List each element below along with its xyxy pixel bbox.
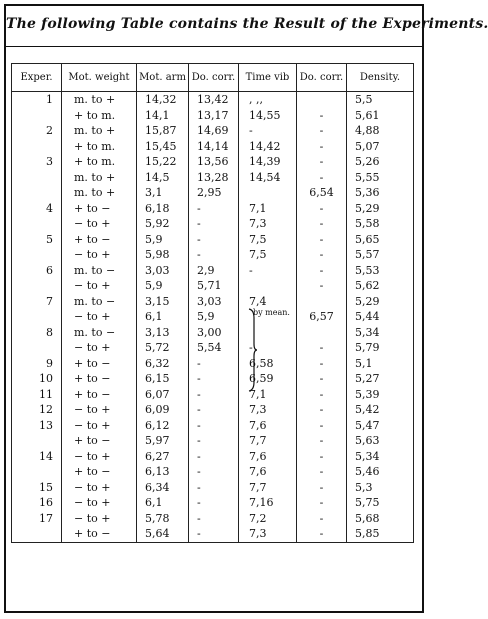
do-corr-cell: 5,71 (189, 278, 239, 294)
density-cell: 5,36 (347, 185, 414, 201)
do-corr-2-cell (297, 294, 347, 310)
density-cell: 5,55 (347, 170, 414, 186)
do-corr-2-cell: - (297, 232, 347, 248)
exper-cell: 9 (12, 356, 62, 372)
time-vib-cell: - (239, 340, 297, 356)
exper-cell: 2 (12, 123, 62, 139)
density-cell: 5,47 (347, 418, 414, 434)
do-corr-cell: - (189, 495, 239, 511)
table-row (12, 402, 414, 418)
do-corr-cell: 13,42 (189, 92, 239, 108)
do-corr-cell: 13,28 (189, 170, 239, 186)
by-mean-note: by mean. (253, 307, 290, 317)
do-corr-cell: - (189, 247, 239, 263)
mot-weight-cell: m. to + (62, 92, 137, 108)
mot-weight-cell: m. to + (62, 185, 137, 201)
exper-cell: 12 (12, 402, 62, 418)
mot-weight-cell: m. to − (62, 325, 137, 341)
mot-arm-cell: 3,1 (137, 185, 189, 201)
do-corr-cell: - (189, 433, 239, 449)
exper-cell: 5 (12, 232, 62, 248)
do-corr-2-cell: 6,54 (297, 185, 347, 201)
time-vib-cell: 6,58 (239, 356, 297, 372)
do-corr-cell: - (189, 232, 239, 248)
time-vib-cell: 14,55 (239, 108, 297, 124)
mot-weight-cell: + to − (62, 232, 137, 248)
time-vib-cell: - (239, 123, 297, 139)
density-cell: 5,65 (347, 232, 414, 248)
density-cell: 4,88 (347, 123, 414, 139)
table-row (12, 356, 414, 372)
do-corr-cell: - (189, 526, 239, 542)
do-corr-2-cell: - (297, 154, 347, 170)
exper-cell: 1 (12, 92, 62, 108)
mot-weight-cell: − to + (62, 418, 137, 434)
mot-weight-cell: + to m. (62, 154, 137, 170)
mot-arm-cell: 5,72 (137, 340, 189, 356)
mot-arm-cell: 14,5 (137, 170, 189, 186)
mot-arm-cell: 3,15 (137, 294, 189, 310)
exper-cell: 15 (12, 480, 62, 496)
exper-cell (12, 216, 62, 232)
time-vib-cell (239, 278, 297, 294)
mot-weight-cell: − to + (62, 480, 137, 496)
density-cell: 5,68 (347, 511, 414, 527)
do-corr-2-cell: - (297, 418, 347, 434)
mot-weight-cell: + to − (62, 387, 137, 403)
table-row (12, 340, 414, 356)
density-cell: 5,29 (347, 294, 414, 310)
table-row (12, 449, 414, 465)
mot-arm-cell: 5,98 (137, 247, 189, 263)
mot-weight-cell: + to − (62, 433, 137, 449)
table-row (12, 526, 414, 542)
do-corr-2-cell: - (297, 371, 347, 387)
density-cell: 5,34 (347, 325, 414, 341)
time-vib-cell: 14,42 (239, 139, 297, 155)
do-corr-2-cell: - (297, 464, 347, 480)
time-vib-cell: 7,3 (239, 402, 297, 418)
mot-weight-cell: + to − (62, 371, 137, 387)
table-row (12, 232, 414, 248)
do-corr-2-cell: - (297, 123, 347, 139)
exper-cell (12, 170, 62, 186)
time-vib-cell: 7,16 (239, 495, 297, 511)
density-cell: 5,44 (347, 309, 414, 325)
time-vib-cell: 7,5 (239, 247, 297, 263)
mot-arm-cell: 5,9 (137, 232, 189, 248)
mot-arm-cell: 6,07 (137, 387, 189, 403)
table-row (12, 247, 414, 263)
mot-weight-cell: + to m. (62, 139, 137, 155)
exper-cell: 11 (12, 387, 62, 403)
do-corr-2-cell: - (297, 495, 347, 511)
exper-cell: 10 (12, 371, 62, 387)
mot-arm-cell: 6,18 (137, 201, 189, 217)
exper-cell (12, 139, 62, 155)
mot-arm-cell: 5,92 (137, 216, 189, 232)
mot-arm-cell: 6,09 (137, 402, 189, 418)
do-corr-cell: - (189, 216, 239, 232)
table-row (12, 139, 414, 155)
mot-arm-cell: 6,32 (137, 356, 189, 372)
density-cell: 5,39 (347, 387, 414, 403)
do-corr-cell: - (189, 371, 239, 387)
do-corr-2-cell: - (297, 278, 347, 294)
table-row (12, 464, 414, 480)
do-corr-2-cell: - (297, 449, 347, 465)
table-row (12, 123, 414, 139)
mot-arm-cell: 5,64 (137, 526, 189, 542)
time-vib-cell: 14,39 (239, 154, 297, 170)
table-body (12, 92, 414, 543)
density-cell: 5,26 (347, 154, 414, 170)
density-cell: 5,57 (347, 247, 414, 263)
title-rule (6, 46, 422, 47)
mot-weight-cell: m. to − (62, 294, 137, 310)
mot-arm-cell: 3,13 (137, 325, 189, 341)
density-cell: 5,46 (347, 464, 414, 480)
header-row (12, 64, 414, 92)
do-corr-2-cell: - (297, 247, 347, 263)
table-row (12, 433, 414, 449)
do-corr-2-cell: - (297, 201, 347, 217)
exper-cell (12, 309, 62, 325)
exper-cell (12, 433, 62, 449)
results-table (11, 63, 414, 543)
do-corr-cell: - (189, 449, 239, 465)
mot-arm-cell: 15,45 (137, 139, 189, 155)
mot-weight-cell: − to + (62, 247, 137, 263)
density-cell: 5,75 (347, 495, 414, 511)
mot-weight-cell: + to − (62, 201, 137, 217)
table-row (12, 480, 414, 496)
mot-arm-cell: 14,32 (137, 92, 189, 108)
do-corr-2-cell: - (297, 511, 347, 527)
do-corr-2-cell: - (297, 139, 347, 155)
density-cell: 5,5 (347, 92, 414, 108)
time-vib-cell: , ,, (239, 92, 297, 108)
mot-weight-cell: + to m. (62, 108, 137, 124)
table-row (12, 170, 414, 186)
mot-arm-cell: 6,1 (137, 309, 189, 325)
table-row (12, 495, 414, 511)
time-vib-cell: 7,3 (239, 526, 297, 542)
mot-weight-cell: − to + (62, 449, 137, 465)
exper-cell (12, 340, 62, 356)
table-row (12, 294, 414, 310)
header-exper: Exper. (12, 64, 62, 92)
density-cell: 5,58 (347, 216, 414, 232)
exper-cell: 7 (12, 294, 62, 310)
do-corr-cell: 5,9 (189, 309, 239, 325)
density-cell: 5,3 (347, 480, 414, 496)
do-corr-cell: 13,56 (189, 154, 239, 170)
do-corr-cell: - (189, 464, 239, 480)
mot-weight-cell: − to + (62, 495, 137, 511)
time-vib-cell: - (239, 263, 297, 279)
mot-arm-cell: 14,1 (137, 108, 189, 124)
mot-arm-cell: 5,78 (137, 511, 189, 527)
do-corr-2-cell: - (297, 340, 347, 356)
do-corr-2-cell: - (297, 433, 347, 449)
mot-arm-cell: 6,27 (137, 449, 189, 465)
exper-cell: 14 (12, 449, 62, 465)
time-vib-cell: 7,6 (239, 449, 297, 465)
exper-cell: 8 (12, 325, 62, 341)
exper-cell: 13 (12, 418, 62, 434)
mot-arm-cell: 5,97 (137, 433, 189, 449)
header-time-vib: Time vib (239, 64, 297, 92)
do-corr-cell: 2,9 (189, 263, 239, 279)
density-cell: 5,62 (347, 278, 414, 294)
do-corr-cell: 3,00 (189, 325, 239, 341)
time-vib-cell: 7,7 (239, 433, 297, 449)
do-corr-cell: - (189, 387, 239, 403)
density-cell: 5,53 (347, 263, 414, 279)
do-corr-2-cell: - (297, 263, 347, 279)
do-corr-cell: - (189, 356, 239, 372)
do-corr-cell: - (189, 402, 239, 418)
table-row (12, 511, 414, 527)
mot-weight-cell: + to − (62, 526, 137, 542)
do-corr-cell: - (189, 480, 239, 496)
table-row (12, 263, 414, 279)
do-corr-2-cell: 6,57 (297, 309, 347, 325)
mot-arm-cell: 15,87 (137, 123, 189, 139)
table-title: The following Table contains the Result of the Experiments. (6, 16, 488, 32)
time-vib-cell: 7,6 (239, 418, 297, 434)
do-corr-2-cell: - (297, 387, 347, 403)
density-cell: 5,85 (347, 526, 414, 542)
time-vib-cell (239, 185, 297, 201)
exper-cell (12, 247, 62, 263)
do-corr-cell: 5,54 (189, 340, 239, 356)
do-corr-cell: 13,17 (189, 108, 239, 124)
table-row (12, 325, 414, 341)
mot-weight-cell: m. to + (62, 123, 137, 139)
exper-cell (12, 185, 62, 201)
table-row (12, 185, 414, 201)
do-corr-cell: 14,69 (189, 123, 239, 139)
mot-weight-cell: + to − (62, 464, 137, 480)
header-mot-weight: Mot. weight (62, 64, 137, 92)
do-corr-2-cell: - (297, 526, 347, 542)
mot-arm-cell: 6,1 (137, 495, 189, 511)
mot-weight-cell: − to + (62, 278, 137, 294)
time-vib-cell: 7,1 (239, 201, 297, 217)
do-corr-2-cell: - (297, 402, 347, 418)
table-row (12, 108, 414, 124)
table-row (12, 371, 414, 387)
table-row (12, 387, 414, 403)
mot-arm-cell: 6,15 (137, 371, 189, 387)
mot-weight-cell: − to + (62, 511, 137, 527)
do-corr-cell: 3,03 (189, 294, 239, 310)
do-corr-2-cell: - (297, 216, 347, 232)
time-vib-cell: 7,4 by mean. (239, 294, 297, 310)
mot-arm-cell: 5,9 (137, 278, 189, 294)
mot-weight-cell: + to − (62, 356, 137, 372)
do-corr-2-cell: - (297, 108, 347, 124)
do-corr-cell: - (189, 511, 239, 527)
exper-cell: 3 (12, 154, 62, 170)
mot-arm-cell: 3,03 (137, 263, 189, 279)
do-corr-2-cell: - (297, 356, 347, 372)
do-corr-cell: 14,14 (189, 139, 239, 155)
table-row (12, 309, 414, 325)
time-vib-cell: 7,1 (239, 387, 297, 403)
time-vib-cell: 7,2 (239, 511, 297, 527)
time-vib-cell: 6,59 (239, 371, 297, 387)
exper-cell: 16 (12, 495, 62, 511)
density-cell: 5,63 (347, 433, 414, 449)
by-mean-brace (248, 308, 258, 392)
header-mot-arm: Mot. arm (137, 64, 189, 92)
mot-weight-cell: − to + (62, 340, 137, 356)
do-corr-2-cell (297, 325, 347, 341)
table-row (12, 278, 414, 294)
table-row (12, 216, 414, 232)
do-corr-2-cell (297, 92, 347, 108)
do-corr-2-cell: - (297, 170, 347, 186)
mot-arm-cell: 6,34 (137, 480, 189, 496)
exper-cell: 4 (12, 201, 62, 217)
do-corr-cell: - (189, 418, 239, 434)
do-corr-cell: - (189, 201, 239, 217)
density-cell: 5,42 (347, 402, 414, 418)
exper-cell (12, 464, 62, 480)
table-row (12, 154, 414, 170)
mot-arm-cell: 6,12 (137, 418, 189, 434)
time-vib-cell: 7,3 (239, 216, 297, 232)
header-do-corr-2: Do. corr. (297, 64, 347, 92)
mot-weight-cell: − to + (62, 309, 137, 325)
time-vib-cell: 14,54 (239, 170, 297, 186)
exper-cell (12, 526, 62, 542)
time-vib-cell: 7,5 (239, 232, 297, 248)
header-density: Density. (347, 64, 414, 92)
time-vib-cell: 7,7 (239, 480, 297, 496)
time-vib-cell: 7,6 (239, 464, 297, 480)
table-row (12, 92, 414, 108)
density-cell: 5,34 (347, 449, 414, 465)
exper-cell: 17 (12, 511, 62, 527)
mot-arm-cell: 15,22 (137, 154, 189, 170)
mot-weight-cell: m. to − (62, 263, 137, 279)
mot-weight-cell: − to + (62, 216, 137, 232)
table-row (12, 201, 414, 217)
exper-cell (12, 108, 62, 124)
density-cell: 5,1 (347, 356, 414, 372)
header-do-corr: Do. corr. (189, 64, 239, 92)
exper-cell (12, 278, 62, 294)
density-cell: 5,27 (347, 371, 414, 387)
mot-weight-cell: m. to + (62, 170, 137, 186)
exper-cell: 6 (12, 263, 62, 279)
table-row (12, 418, 414, 434)
density-cell: 5,07 (347, 139, 414, 155)
mot-arm-cell: 6,13 (137, 464, 189, 480)
mot-weight-cell: − to + (62, 402, 137, 418)
density-cell: 5,29 (347, 201, 414, 217)
density-cell: 5,79 (347, 340, 414, 356)
do-corr-cell: 2,95 (189, 185, 239, 201)
do-corr-2-cell: - (297, 480, 347, 496)
density-cell: 5,61 (347, 108, 414, 124)
